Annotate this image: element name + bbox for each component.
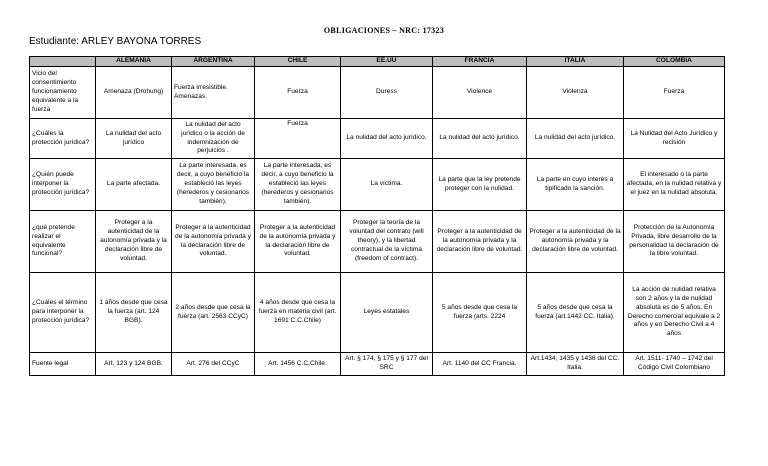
document-title: OBLIGACIONES – NRC: 17323 [323, 26, 445, 35]
table-cell: Proteger a la autenticidad de la autonomía privada y la declaración libre de voluntad. [527, 211, 624, 273]
table-cell: La parte interesada, es decir, a cuyo beneficio la estableció las leyes (herederos y cesionarios también). [172, 159, 255, 211]
row-label: Fuente legal [30, 353, 96, 376]
table-cell: Fuerza [624, 67, 725, 119]
table-cell: La nulidad del acto jurídico. [433, 119, 527, 159]
header-cell-francia: FRANCIA [433, 57, 527, 67]
table-cell: Art. 1511- 1740 – 1742 del Código Civil Colombiano [624, 353, 725, 376]
table-cell: Amenaza (Drohung) [96, 67, 172, 119]
table-cell: Fuerza [255, 67, 341, 119]
table-cell: 2 años desde que cesa la fuerza (art. 2563 CCyC) [172, 273, 255, 353]
table-cell: Art. 276 del CCyC [172, 353, 255, 376]
table-cell: La víctima. [341, 159, 433, 211]
student-name: Estudiante: ARLEY BAYONA TORRES [29, 36, 202, 47]
row-label: ¿Quién puede interponer la protección jurídica? [30, 159, 96, 211]
header-cell-alemania: ALEMANIA [96, 57, 172, 67]
table-cell: Proteger a la autenticidad de la autonomía privada y la declaración libre de voluntad. [172, 211, 255, 273]
table-cell: La parte interesada, es decir, a cuyo beneficio la estableció las leyes (herederos y cesionarios también). [255, 159, 341, 211]
table-cell: El interesado o la parte afectada, en la nulidad relativa y el juez en la nulidad absoluta. [624, 159, 725, 211]
table-cell: La acción de nulidad relativa son 2 años y la de nulidad absoluta es de 5 años. En Derecho comercial equivale a 2 años y en Derecho Civil a 4 años [624, 273, 725, 353]
table-cell: Proteger a la autenticidad de la autonomía privada y la declaración libre de voluntad. [255, 211, 341, 273]
header-cell-chile: CHILE [255, 57, 341, 67]
header-cell-italia: ITALIA [527, 57, 624, 67]
row-label: ¿Cuáles el término para interponer la protección jurídica? [30, 273, 96, 353]
table-cell: Proteger la teoría de la voluntad del contrato (will theory), y la libertad contractual de la víctima (freedom of contract). [341, 211, 433, 273]
table-row [30, 119, 725, 159]
table-cell: Protección de la Autonomía Privada, libre desarrollo de la personalidad la declaración de la libre voluntad. [624, 211, 725, 273]
table-cell: La nulidad del acto jurídico. [527, 119, 624, 159]
table-cell: 4 años desde que cesa la fuerza en materia civil (art. 1691 C.C.Chile) [255, 273, 341, 353]
table-cell: La nulidad del acto jurídico o la acción de indemnización de perjuicios . [172, 119, 255, 159]
table-row [30, 273, 725, 353]
header-cell-argentina: ARGENTINA [172, 57, 255, 67]
table-cell: Violenza [527, 67, 624, 119]
table-cell: La parte afectada. [96, 159, 172, 211]
table-cell: Fuerza [255, 119, 341, 159]
table-row [30, 67, 725, 119]
table-row [30, 159, 725, 211]
header-cell-empty [30, 57, 96, 67]
table-cell: Art.1434, 1435 y 1436 del CC. Italia. [527, 353, 624, 376]
table-header-row [30, 57, 725, 67]
table-row [30, 353, 725, 376]
table-cell: La parte que la ley pretende proteger con la nulidad. [433, 159, 527, 211]
table-cell: 1 años desde que cesa la fuerza (art. 124 BGB). [96, 273, 172, 353]
header-cell-eeuu: EE.UU [341, 57, 433, 67]
table-cell: Art. 123 y 124 BGB. [96, 353, 172, 376]
header-cell-colombia: COLOMBIA [624, 57, 725, 67]
comparison-table [29, 56, 725, 376]
row-label: ¿qué pretende realizar el equivalente funcional? [30, 211, 96, 273]
table-cell: 5 años desde que cesa la fuerza (arts. 2224 [433, 273, 527, 353]
table-row [30, 211, 725, 273]
table-cell: La Nulidad del Acto Jurídico y recisión [624, 119, 725, 159]
table-cell: Proteger a la autenticidad de la autonomía privada y la declaración libre de voluntad. [96, 211, 172, 273]
row-label: ¿Cuáles la protección jurídica? [30, 119, 96, 159]
table-cell: Duress [341, 67, 433, 119]
table-cell: Violence [433, 67, 527, 119]
row-label: Vicio del consentimiento funcionamiento equivalente a la fuerza [30, 67, 96, 119]
table-cell: Proteger a la autenticidad de la autonomía privada y la declaración libre de voluntad. [433, 211, 527, 273]
table-cell: Fuerza irresistible. Amenazas. [172, 67, 255, 119]
table-cell: 5 años desde que cesa la fuerza (art.1442 CC. Italia). [527, 273, 624, 353]
table-cell: La parte en cuyo interés a tipificado la sanción. [527, 159, 624, 211]
table-cell: Art. § 174, § 175 y § 177 del SRC [341, 353, 433, 376]
table-cell: La nulidad del acto jurídico. [341, 119, 433, 159]
table-cell: Art. 1456 C.C.Chile. [255, 353, 341, 376]
table-cell: La nulidad del acto jurídico [96, 119, 172, 159]
table-cell: Art. 1140 del CC Francia. [433, 353, 527, 376]
table-cell: Leyes estatales [341, 273, 433, 353]
